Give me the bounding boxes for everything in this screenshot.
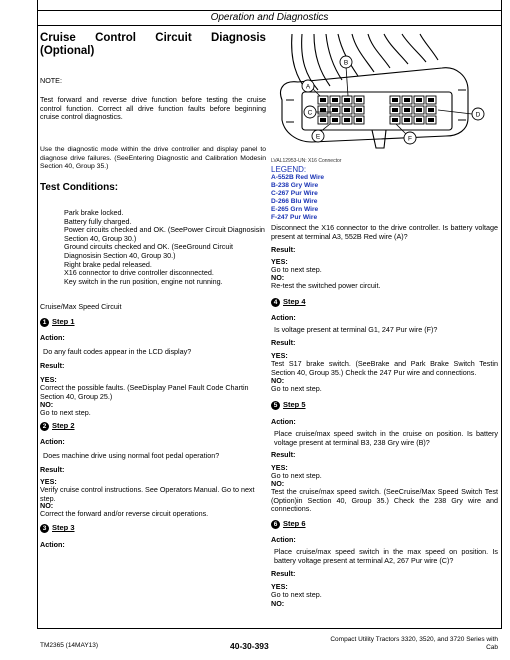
condition-item: Battery fully charged. — [64, 216, 132, 226]
legend-item: B-238 Gry Wire — [271, 182, 319, 189]
legend-title: LEGEND: — [271, 165, 307, 174]
step-3-heading — [40, 524, 266, 533]
result-label: Result: — [271, 338, 296, 347]
legend-item: D-266 Blu Wire — [271, 198, 318, 205]
yes-text: Go to next step. — [271, 265, 322, 274]
circuit-label: Cruise/Max Speed Circuit — [40, 302, 122, 311]
page-frame-left — [37, 0, 38, 628]
action-label: Action: — [271, 417, 296, 426]
footer-product-line: Cab — [486, 644, 498, 651]
step-label: Step 3 — [52, 523, 75, 533]
step-label: Step 1 — [52, 317, 75, 327]
no-label: NO: — [40, 400, 54, 409]
step-number-icon: 3 — [40, 524, 49, 533]
result-label: Result: — [40, 361, 65, 370]
legend-item: E-265 Grn Wire — [271, 206, 319, 213]
footer-rule — [37, 628, 502, 629]
step-1-heading — [40, 318, 266, 327]
action-label: Action: — [271, 535, 296, 544]
step-label: Step 6 — [283, 519, 306, 529]
footer-page-number: 40-30-393 — [230, 641, 269, 651]
no-label: NO: — [271, 599, 285, 608]
step-6-heading — [271, 520, 498, 529]
no-label: NO: — [271, 273, 285, 282]
callout-label: B — [343, 59, 349, 67]
figure-caption: LVAL12953-UN: X16 Connector — [271, 158, 342, 164]
step-number-icon: 1 — [40, 318, 49, 327]
result-label: Result: — [271, 569, 296, 578]
no-label: NO: — [271, 479, 285, 488]
no-label: NO: — [40, 501, 54, 510]
x16-connector-drawing — [272, 30, 497, 155]
step-number-icon: 5 — [271, 401, 280, 410]
no-text: Correct the forward and/or reverse circuit operations. — [40, 509, 209, 518]
legend-item: F-247 Pur Wire — [271, 214, 318, 221]
action-label: Action: — [40, 540, 65, 549]
yes-label: YES: — [40, 477, 57, 486]
result-label: Result: — [40, 465, 65, 474]
step-label: Step 2 — [52, 421, 75, 431]
step-label: Step 4 — [283, 297, 306, 307]
test-conditions-list — [64, 209, 266, 286]
step-number-icon: 6 — [271, 520, 280, 529]
x16-connector-figure — [272, 30, 497, 155]
yes-text: Verify cruise control instructions. See Operators Manual. Go to next step. — [40, 485, 255, 503]
title-word: Diagnosis — [211, 32, 266, 44]
no-label: NO: — [271, 376, 285, 385]
action-text: Does machine drive using normal foot pedal operation? — [43, 451, 220, 460]
yes-label: YES: — [271, 463, 288, 472]
yes-text: Go to next step. — [271, 471, 322, 480]
footer-product-line: Compact Utility Tractors 3320, 3520, and 3720 Series with — [330, 636, 498, 643]
no-text: Re-test the switched power circuit. — [271, 281, 381, 290]
action-label: Action: — [271, 313, 296, 322]
no-text: Go to next step. — [40, 408, 91, 417]
action-label: Action: — [40, 333, 65, 342]
yes-label: YES: — [271, 257, 288, 266]
page-header: Operation and Diagnostics — [37, 10, 502, 26]
callout-label: E — [315, 133, 321, 141]
callout-label: A — [305, 83, 311, 91]
title-word: Cruise — [40, 32, 76, 44]
legend-item: C-267 Pur Wire — [271, 190, 318, 197]
action-text: Do any fault codes appear in the LCD display? — [43, 347, 192, 356]
result-label: Result: — [271, 450, 296, 459]
yes-text: Test S17 brake switch. (SeeBrake and Park Brake Switch Testin Section 40, Group 35.) Check the 247 Pur wire and connections. — [271, 359, 498, 377]
action-label: Action: — [40, 437, 65, 446]
section-title — [40, 32, 266, 58]
yes-label: YES: — [271, 582, 288, 591]
yes-label: YES: — [271, 351, 288, 360]
no-text: Test the cruise/max speed switch. (SeeCruise/Max Speed Switch Test (Option)in Section 40, Group 35.) Check the 238 Gry wire and connections. — [271, 487, 498, 514]
condition-item: Ground circuits checked and OK. (SeeGround Circuit Diagnosisin Section 40, Group 30.) — [64, 242, 233, 260]
no-text: Go to next step. — [271, 384, 322, 393]
title-line-2: (Optional) — [40, 45, 95, 57]
test-conditions-heading: Test Conditions: — [40, 182, 119, 193]
step-label: Step 5 — [283, 400, 306, 410]
condition-item: X16 connector to drive controller disconnected. — [64, 268, 214, 278]
legend-list — [271, 174, 498, 222]
condition-item: Right brake pedal released. — [64, 259, 152, 269]
step-5-heading — [271, 401, 498, 410]
yes-text: Correct the possible faults. (SeeDisplay Panel Fault Code Chartin Section 40, Group 25.) — [40, 383, 249, 401]
step-number-icon: 4 — [271, 298, 280, 307]
note-label: NOTE: — [40, 76, 62, 85]
footer-product — [300, 636, 498, 652]
result-label: Result: — [271, 245, 296, 254]
callout-label: D — [475, 111, 481, 119]
condition-item: Power circuits checked and OK. (SeePower Circuit Diagnosisin Section 40, Group 30.) — [64, 225, 265, 243]
condition-item: Key switch in the run position, engine not running. — [64, 276, 223, 286]
action-text: Disconnect the X16 connector to the drive controller. Is battery voltage present at terminal A3, 552B Red wire (A)? — [271, 223, 498, 241]
step-number-icon: 2 — [40, 422, 49, 431]
action-text: Is voltage present at terminal G1, 247 Pur wire (F)? — [274, 325, 438, 334]
step-2-heading — [40, 422, 266, 431]
yes-label: YES: — [40, 375, 57, 384]
action-text: Place cruise/max speed switch in the cruise on position. Is battery voltage present at terminal B3, 238 Gry wire (B)? — [274, 429, 498, 447]
title-word: Circuit — [155, 32, 192, 44]
action-text: Place cruise/max speed switch in the max speed on position. Is battery voltage present at terminal A2, 267 Pur wire (C)? — [274, 547, 498, 565]
page-frame-right — [501, 0, 502, 628]
yes-text: Go to next step. — [271, 590, 322, 599]
note-text: Test forward and reverse drive function before testing the cruise control function. Correct all drive function faults before beginning cruise control diagnostics. — [40, 95, 266, 122]
title-word: Control — [95, 32, 136, 44]
footer-doc-id: TM2365 (14MAY13) — [40, 642, 99, 649]
step-4-heading — [271, 298, 498, 307]
callout-label: F — [408, 135, 412, 143]
callout-label: C — [307, 109, 313, 117]
condition-item: Park brake locked. — [64, 208, 124, 217]
legend-item: A-552B Red Wire — [271, 174, 325, 181]
diagnostic-mode-text: Use the diagnostic mode within the drive controller and display panel to diagnose drive failures. (SeeEntering Diagnostic and Calibration Modesin Section 40, Group 35.) — [40, 146, 266, 171]
